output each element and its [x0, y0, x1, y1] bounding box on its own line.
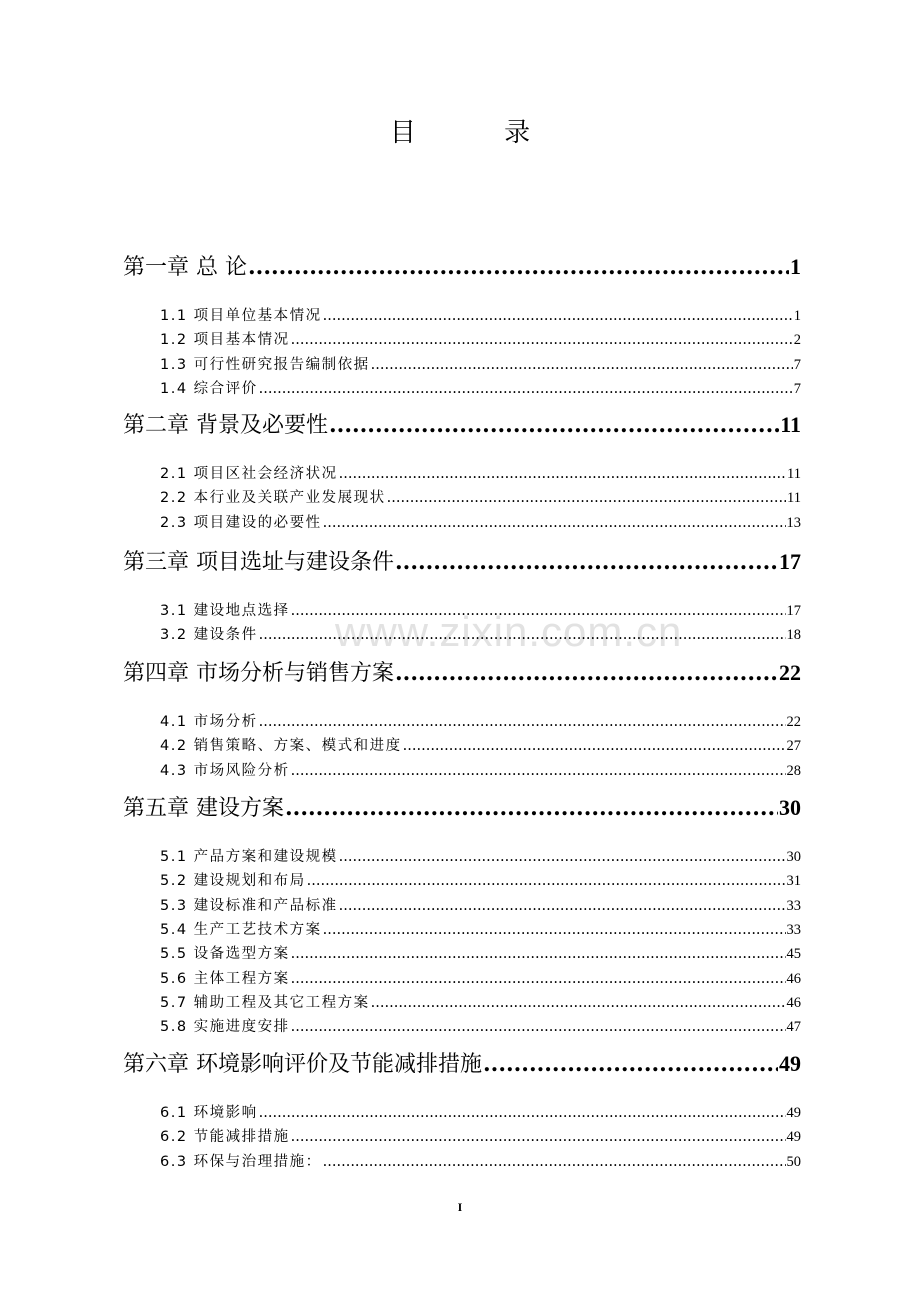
section-title: 1.2 项目基本情况 [160, 332, 290, 349]
toc-section-entry[interactable] [160, 304, 801, 325]
dot-leader [371, 357, 793, 373]
section-page-number: 27 [786, 738, 801, 755]
chapter-title: 第一章 总 论 [123, 255, 247, 280]
section-title: 5.6 主体工程方案 [160, 970, 290, 987]
toc-section-entry[interactable] [160, 967, 801, 988]
section-page-number: 31 [786, 873, 801, 890]
dot-leader [339, 898, 786, 914]
section-page-number: 49 [786, 1129, 801, 1146]
chapter-title: 第三章 项目选址与建设条件 [123, 550, 394, 575]
section-page-number: 45 [786, 946, 801, 963]
chapter-page-number: 30 [779, 795, 801, 820]
toc-section-entry[interactable] [160, 377, 801, 398]
dot-leader [307, 873, 786, 889]
watermark: www.zixin.com.cn [335, 608, 683, 655]
section-title: 5.4 生产工艺技术方案 [160, 921, 322, 938]
dot-leader [259, 381, 793, 397]
section-page-number: 7 [793, 380, 801, 397]
dot-leader [323, 922, 786, 938]
section-title: 5.1 产品方案和建设规模 [160, 849, 338, 865]
chapter-title: 第六章 环境影响评价及节能减排措施 [123, 1052, 482, 1077]
section-title: 2.2 本行业及关联产业发展现状 [160, 490, 386, 507]
toc-section-entry[interactable] [160, 353, 801, 374]
dot-leader [285, 795, 778, 821]
toc-section-entry[interactable] [160, 942, 801, 963]
page-number: I [457, 1200, 463, 1214]
dot-leader [291, 971, 786, 987]
section-title: 6.1 环境影响 [160, 1105, 258, 1121]
chapter-title: 第四章 市场分析与销售方案 [123, 661, 394, 686]
section-page-number: 50 [786, 1153, 801, 1170]
dot-leader [259, 1105, 786, 1121]
toc-section-entry[interactable] [160, 845, 801, 866]
dot-leader [291, 946, 786, 962]
toc-section-entry[interactable] [160, 1150, 801, 1171]
toc-chapter-entry[interactable] [123, 250, 801, 281]
page-title: 目 录 [389, 118, 571, 148]
dot-leader [483, 1051, 778, 1077]
section-page-number: 7 [793, 356, 801, 373]
dot-leader [329, 412, 779, 438]
toc-chapter-entry[interactable] [123, 791, 801, 822]
section-page-number: 17 [786, 603, 801, 619]
dot-leader [339, 466, 786, 482]
section-title: 5.3 建设标准和产品标准 [160, 897, 338, 914]
toc-chapter-entry[interactable] [123, 656, 801, 687]
section-page-number: 46 [786, 970, 801, 987]
dot-leader [291, 763, 786, 779]
dot-leader [248, 254, 789, 280]
section-title: 2.1 项目区社会经济状况 [160, 466, 338, 482]
toc-section-entry[interactable] [160, 599, 801, 620]
section-page-number: 33 [786, 921, 801, 938]
dot-leader [387, 490, 786, 506]
dot-leader [291, 1019, 786, 1035]
chapter-page-number: 1 [790, 254, 801, 279]
section-page-number: 46 [786, 994, 801, 1011]
section-title: 1.3 可行性研究报告编制依据 [160, 356, 370, 373]
section-title: 6.2 节能减排措施 [160, 1129, 290, 1146]
toc-section-entry[interactable] [160, 1101, 801, 1122]
section-title: 5.8 实施进度安排 [160, 1019, 290, 1036]
toc-section-entry[interactable] [160, 623, 801, 644]
section-title: 6.3 环保与治理措施： [160, 1153, 322, 1170]
section-title: 5.2 建设规划和布局 [160, 873, 306, 890]
section-page-number: 13 [786, 514, 801, 531]
section-title: 4.3 市场风险分析 [160, 762, 290, 779]
toc-section-entry[interactable] [160, 511, 801, 532]
dot-leader [403, 738, 786, 754]
section-page-number: 28 [786, 762, 801, 779]
chapter-page-number: 22 [779, 660, 801, 685]
toc-chapter-entry[interactable] [123, 408, 801, 439]
section-page-number: 11 [787, 490, 801, 507]
toc-section-entry[interactable] [160, 462, 801, 483]
toc-section-entry[interactable] [160, 894, 801, 915]
toc-section-entry[interactable] [160, 486, 801, 507]
chapter-page-number: 49 [779, 1051, 801, 1076]
toc-section-entry[interactable] [160, 869, 801, 890]
section-title: 5.7 辅助工程及其它工程方案 [160, 994, 370, 1011]
dot-leader [323, 515, 786, 531]
toc-section-entry[interactable] [160, 918, 801, 939]
dot-leader [323, 1154, 786, 1170]
section-title: 1.4 综合评价 [160, 380, 258, 397]
toc-chapter-entry[interactable] [123, 1047, 801, 1078]
section-page-number: 30 [786, 849, 801, 865]
section-page-number: 1 [793, 308, 801, 324]
toc-section-entry[interactable] [160, 710, 801, 731]
section-page-number: 22 [786, 714, 801, 730]
chapter-title: 第二章 背景及必要性 [123, 413, 328, 438]
dot-leader [291, 1129, 786, 1145]
toc-section-entry[interactable] [160, 1015, 801, 1036]
section-page-number: 33 [786, 897, 801, 914]
toc-section-entry[interactable] [160, 734, 801, 755]
section-title: 2.3 项目建设的必要性 [160, 514, 322, 531]
dot-leader [291, 332, 793, 348]
dot-leader [395, 660, 778, 686]
chapter-page-number: 17 [779, 549, 801, 574]
dot-leader [291, 603, 786, 619]
dot-leader [395, 549, 778, 575]
dot-leader [339, 849, 786, 865]
section-page-number: 47 [786, 1019, 801, 1036]
section-title: 5.5 设备选型方案 [160, 946, 290, 963]
section-page-number: 11 [787, 466, 801, 482]
section-title: 3.1 建设地点选择 [160, 603, 290, 619]
section-page-number: 2 [793, 332, 801, 349]
dot-leader [323, 308, 793, 324]
toc-section-entry[interactable] [160, 991, 801, 1012]
section-page-number: 18 [786, 627, 801, 644]
chapter-page-number: 11 [780, 412, 801, 437]
dot-leader [259, 714, 786, 730]
toc-section-entry[interactable] [160, 759, 801, 780]
toc-chapter-entry[interactable] [123, 545, 801, 576]
section-title: 3.2 建设条件 [160, 627, 258, 644]
section-title: 4.2 销售策略、方案、模式和进度 [160, 738, 402, 755]
dot-leader [371, 995, 786, 1011]
section-page-number: 49 [786, 1105, 801, 1121]
section-title: 1.1 项目单位基本情况 [160, 308, 322, 324]
toc-section-entry[interactable] [160, 328, 801, 349]
toc-section-entry[interactable] [160, 1125, 801, 1146]
section-title: 4.1 市场分析 [160, 714, 258, 730]
dot-leader [259, 627, 786, 643]
chapter-title: 第五章 建设方案 [123, 796, 284, 821]
